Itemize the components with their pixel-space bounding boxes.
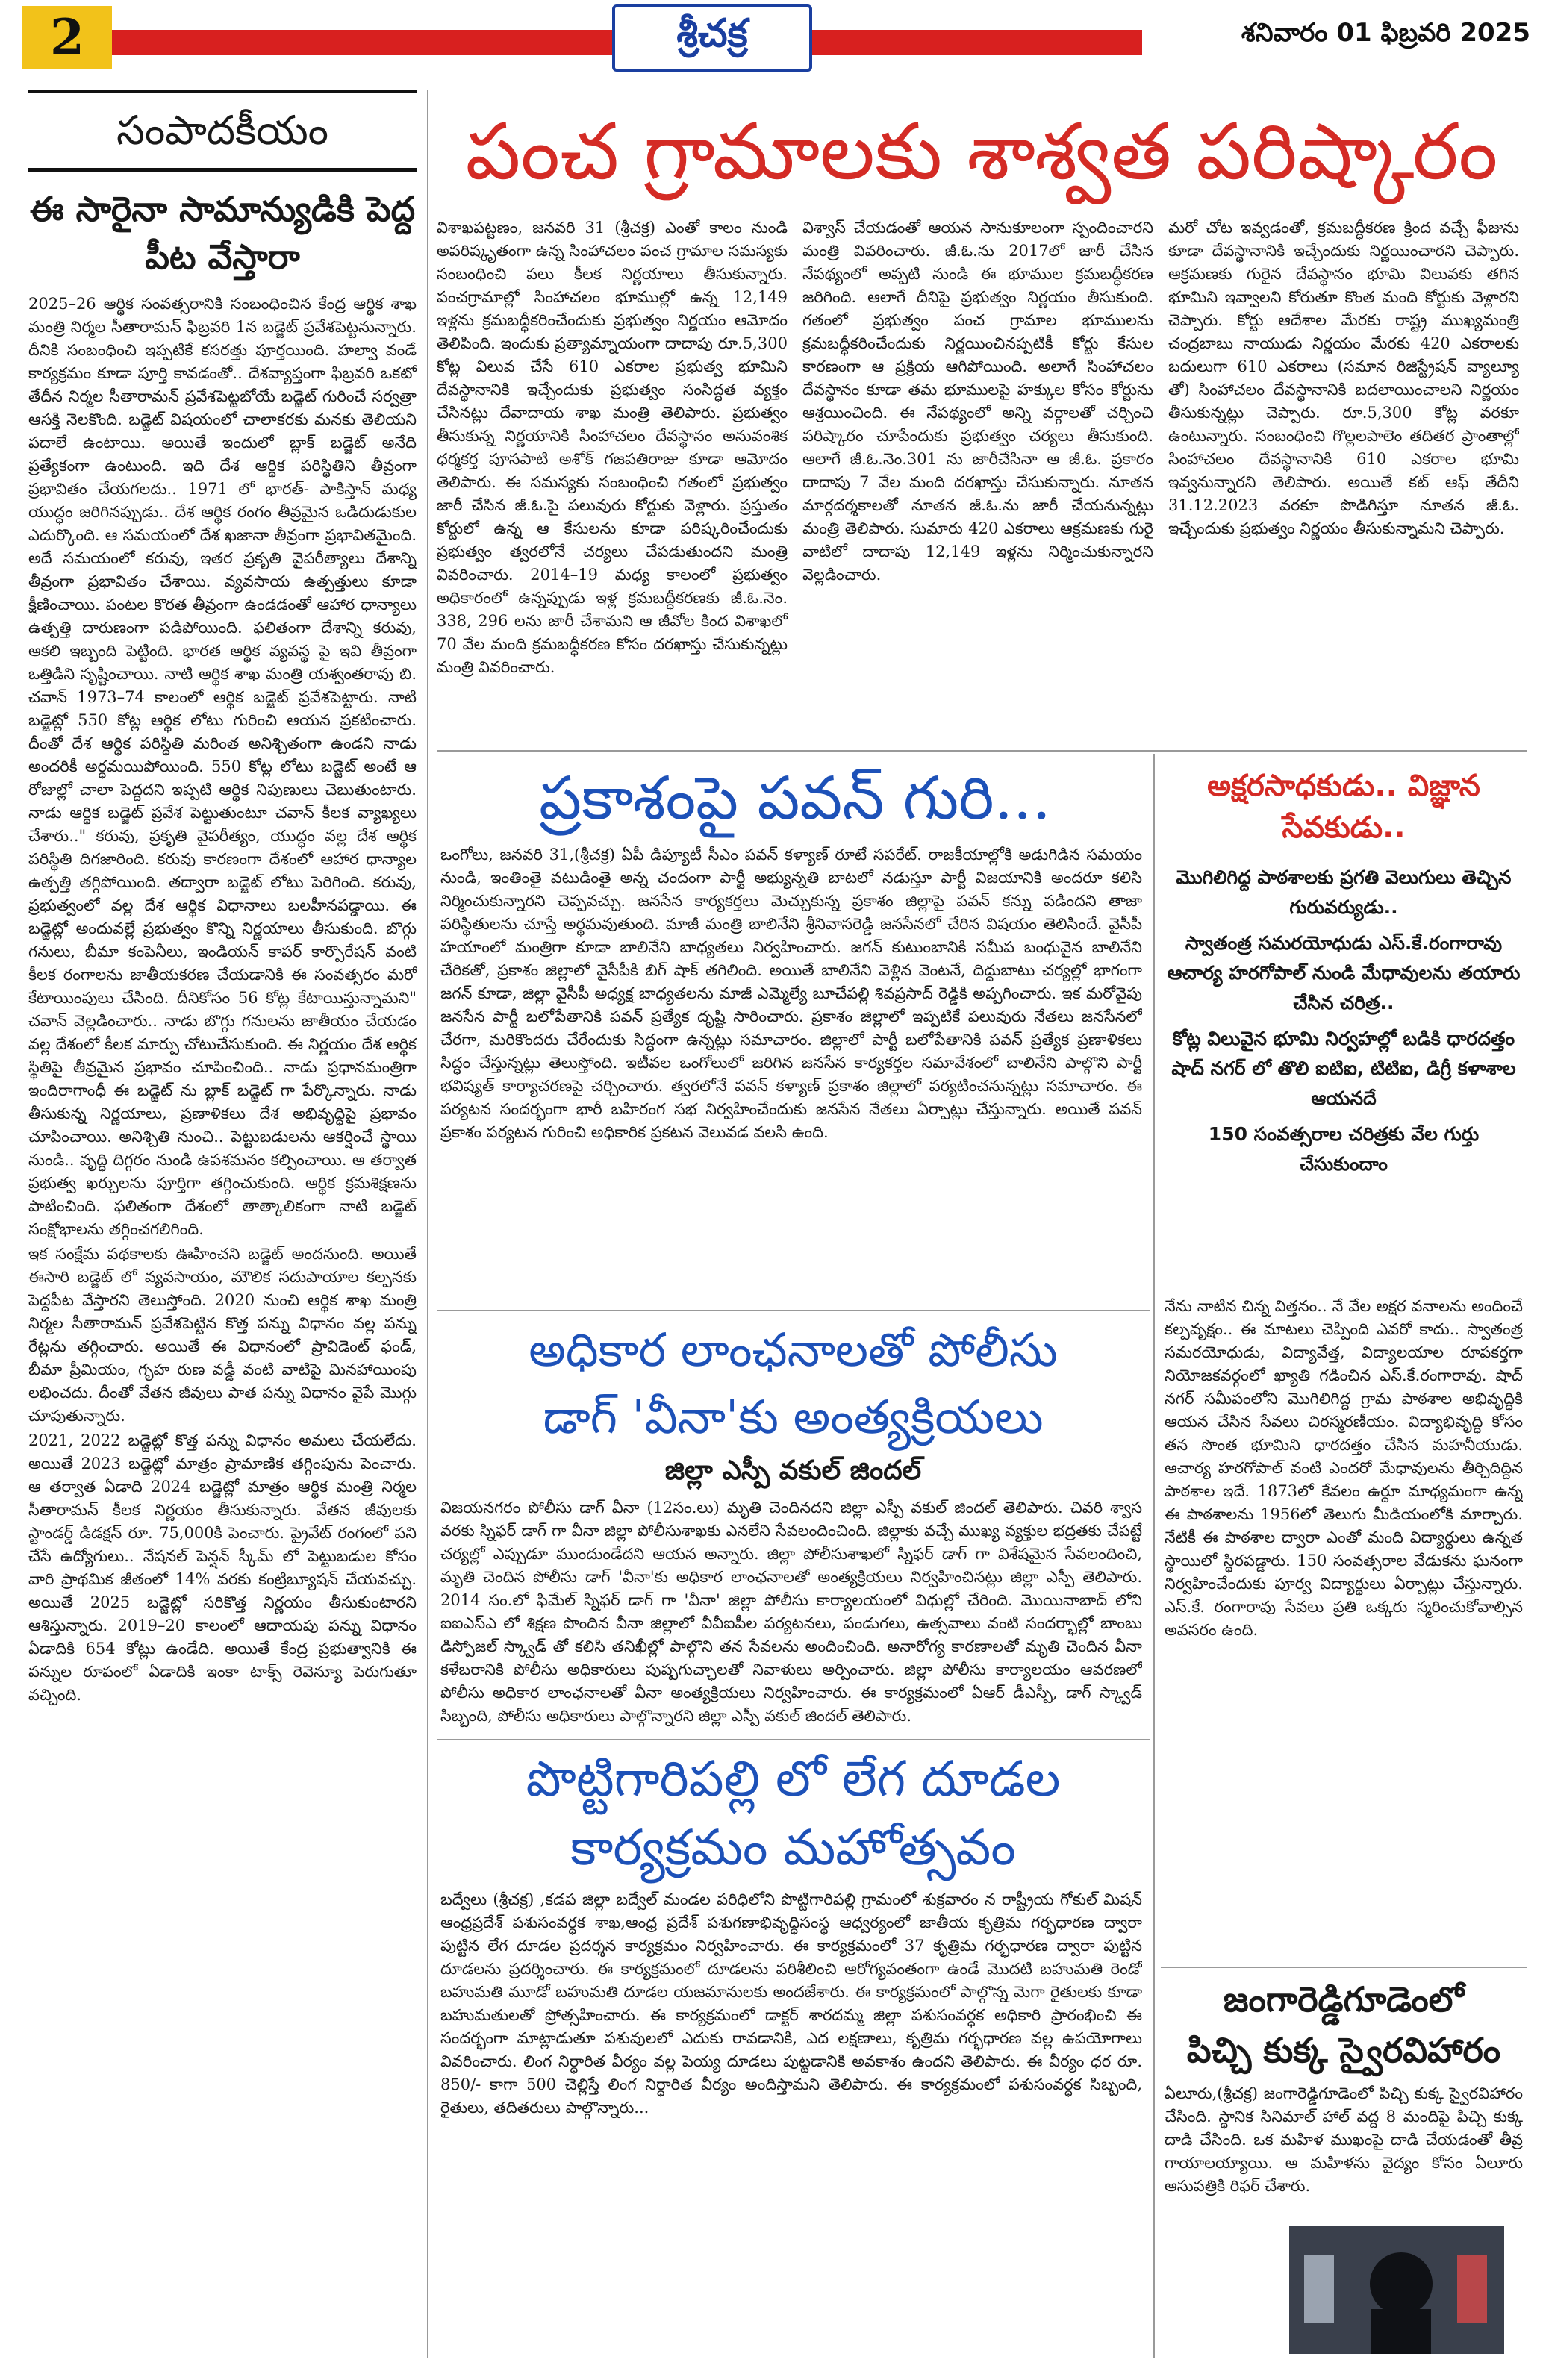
lead-column-3: మరో చోట ఇవ్వడంతో, క్రమబద్ధీకరణ క్రింద వచ్చే ఫీజును కూడా దేవస్థానానికి ఇచ్చేందుకు నిర్ణయించారని చెప్పారు. ఆక్రమణకు గురైన దేవస్థానం భూమి విలువకు తగిన భూమిని ఇవ్వాలని కోరుతూ కొంత మంది కోర్టుకు వెళ్లారని చెప్పారు. కోర్టు ఆదేశాల మేరకు రాష్ట్ర ముఖ్యమంత్రి చంద్రబాబు నాయుడు నిర్ణయం మేరకు 420 ఎకరాలకు బదులుగా 610 ఎకరాలు (సమాన రిజిస్ట్రేషన్ వ్యాల్యూ తో) సింహాచలం దేవస్థానానికి బదలాయించాలని నిర్ణయం తీసుకున్నట్లు చెప్పారు. రూ.5,300 కోట్ల వరకూ ఉంటున్నారు. సంబంధించి గొల్లలపాలెం తదితర ప్రాంతాల్లో సింహాచలం దేవస్థానానికి 610 ఎకరాల భూమి ఇవ్వనున్నారని తెలిపారు. అయితే కట్ ఆఫ్ తేదీని 31.12.2023 వరకూ పొడిగిస్తూ నూతన జీ.ఓ. ఇచ్చేందుకు ప్రభుత్వం నిర్ణయం తీసుకున్నామని చెప్పారు. [1168,219,1519,537]
issue-date: శనివారం 01 ఫిబ్రవరి 2025 [1142,15,1530,57]
section-divider [437,750,1527,752]
section-divider [437,1739,1150,1740]
calves-body: బద్వేలు (శ్రీచక్ర) ,కడప జిల్లా బద్వేల్ మండల పరిధిలోని పొట్టిగారిపల్లి గ్రామంలో శుక్రవారం న రాష్ట్రీయ గోకుల్ మిషన్ ఆంధ్రప్రదేశ్ పశుసంవర్ధక శాఖ,ఆంధ్ర ప్రదేశ్ పశుగణాభివృద్ధిసంస్థ ఆధ్వర్యంలో జాతీయ కృత్రిమ గర్భధారణ ద్వారా పుట్టిన లేగ దూడల ప్రదర్శన కార్యక్రమం నిర్వహించారు. ఈ కార్యక్రమంలో 37 కృత్రిమ గర్భధారణ ద్వారా పుట్టిన దూడలను ప్రదర్శించారు. ఈ కార్యక్రమంలో దూడలను పరిశీలించి ఆరోగ్యవంతంగా ఉండే మొదటి బహుమతి రెండో బహుమతి మూడో బహుమతి దూడల యజమానులకు అందజేశారు. ఈ కార్యక్రమంలో పాల్గొన్న మెగా రైతులకు కూడా బహుమతులతో ప్రోత్సహించారు. ఈ కార్యక్రమంలో డాక్టర్ శారదమ్మ జిల్లా పశుసంవర్ధక అధికారి ప్రారంభించి ఈ సందర్భంగా మాట్లాడుతూ పశువులలో ఎదుకు రావడానికి, ఎద లక్షణాలు, కృత్రిమ గర్భధారణ వల్ల ఉపయోగాలు వివరించారు. లింగ నిర్ధారిత వీర్యం వల్ల పెయ్య దూడలు పుట్టడానికి అవకాశం ఉందని తెలిపారు. ఈ వీర్యం ధర రూ. 850/- కాగా 500 చెల్లిస్తే లింగ నిర్ధారిత వీర్యం అందిస్తామని తెలిపారు. ఈ కార్యక్రమంలో పశుసంవర్ధక సిబ్బంది, రైతులు, తదితరులు పాల్గొన్నారు... [440,1890,1142,2117]
editorial-title: ఈ సారైనా సామాన్యుడికి పెద్ద పీట వేస్తారా [29,189,416,277]
sidebox-subline: కోట్ల విలువైన భూమి నిర్వహల్లో బడికి ధారదత్తం షాద్ నగర్ లో తొలి ఐటిఐ, టిటిఐ, డిగ్రీ కళాశాల ఆయనదే [1171,1028,1516,1109]
sidebox-heading-block [1165,769,1523,1291]
police-body: విజయనగరం పోలీసు డాగ్ వీనా (12సం.లు) మృతి చెందినదని జిల్లా ఎస్పీ వకుల్ జిందల్ తెలిపారు. చివరి శ్వాస వరకు స్నిఫర్ డాగ్ గా వీనా జిల్లా పోలీసుశాఖకు ఎనలేని సేవలందించింది. జిల్లాకు వచ్చే ముఖ్య వ్యక్తుల భద్రతకు చేపట్టే చర్యల్లో ఎప్పుడూ ముందుండేదని ఆయన అన్నారు. జిల్లా పోలీసుశాఖలో స్నిఫర్ డాగ్ గా విశేషమైన సేవలందించి, మృతి చెందిన పోలీసు డాగ్ 'వీనా'కు అధికార లాంఛనాలతో అంత్యక్రియలు నిర్వహించినట్లు జిల్లా ఎస్పీ తెలిపారు. 2014 సం.లో ఫిమేల్ స్నిఫర్ డాగ్ గా 'వీనా' జిల్లా పోలీసు కార్యాలయంలో విధుల్లో చేరింది. మొయినాబాద్ లోని ఐఐఎస్ఎ లో శిక్షణ పొందిన వీనా జిల్లాలో వీవీఐపీల పర్యటనలు, పండుగలు, ఉత్సవాలు వంటి సందర్భాల్లో బాంబు డిస్పోజల్ స్క్వాడ్ తో కలిసి తనిఖీల్లో పాల్గొని తన సేవలను అందించింది. అనారోగ్య కారణాలతో మృతి చెందిన వీనా కళేబరానికి పోలీసు అధికారులు పుష్పగుచ్ఛాలతో నివాళులు అర్పించారు. జిల్లా పోలీసు కార్యాలయం ఆవరణలో పోలీసు అధికార లాంఛనాలతో వీనా అంత్యక్రియలు నిర్వహించారు. ఈ కార్యక్రమంలో ఏఆర్ డీఎస్పీ, డాగ్ స్క్వాడ్ సిబ్బంది, పోలీసు అధికారులు పాల్గొన్నారని జిల్లా ఎస్పీ వకుల్ జిందల్ తెలిపారు. [440,1499,1142,1725]
sidebox-subline: మొగిలిగిద్ద పాఠశాలకు ప్రగతి వెలుగులు తెచ్చిన గురువర్యుడు.. [1176,866,1512,918]
sidebox-body: నేను నాటిన చిన్న విత్తనం.. నే వేల అక్షర వనాలను అందించే కల్పవృక్షం.. ఈ మాటలు చెప్పింది ఎవరో కాదు.. స్వాతంత్ర సమరయోధుడు, విద్యావేత్త, విద్యాలయాల రూపకర్తగా నియోజకవర్గంలో ఖ్యాతి గడించిన ఎస్.కే.రంగారావు. షాద్ నగర్ సమీపంలోని మొగిలిగిద్ద గ్రామ పాఠశాల అభివృద్ధికి ఆయన చేసిన సేవలు చిరస్మరణీయం. విద్యాభివృద్ధి కోసం తన సొంత భూమిని ధారదత్తం చేసిన మహనీయుడు. ఆచార్య హరగోపాల్ వంటి ఎందరో మేధావులను తీర్చిదిద్దిన పాఠశాల ఇదే. 1873లో కేవలం ఉర్దూ మాధ్యమంగా ఉన్న ఈ పాఠశాలను 1956లో తెలుగు మీడియంలోకి మార్చారు. నేటికీ ఈ పాఠశాల ద్వారా ఎంతో మంది విద్యార్థులు ఉన్నత స్థాయిలో స్థిరపడ్డారు. 150 సంవత్సరాల వేడుకను ఘనంగా నిర్వహించేందుకు పూర్వ విద్యార్థులు ఏర్పాట్లు చేస్తున్నారు. ఎస్.కే. రంగారావు సేవలు ప్రతి ఒక్కరు స్మరించుకోవాల్సిన అవసరం ఉంది. [1165,1297,1523,1639]
lead-headline: పంచ గ్రామాలకు శాశ్వత పరిష్కారం [465,106,1498,197]
lead-column-2: విశ్వాస్ చేయడంతో ఆయన సానుకూలంగా స్పందించారని మంత్రి వివరించారు. జీ.ఓ.ను 2017లో జారీ చేసిన నేపథ్యంలో అప్పటి నుండి ఈ భూముల క్రమబద్ధీకరణ జరిగింది. ఆలాగే దీనిపై ప్రభుత్వం నిర్ణయం తీసుకుంది. గతంలో ప్రభుత్వం పంచ గ్రామాల భూములను క్రమబద్ధీకరించేందుకు నిర్ణయించినప్పటికీ కోర్టు కేసుల కారణంగా ఆ ప్రక్రియ ఆగిపోయింది. అలాగే సింహాచలం దేవస్థానం కూడా తమ భూములపై హక్కుల కోసం కోర్టును ఆశ్రయించింది. ఈ నేపథ్యంలో అన్ని వర్గాలతో చర్చించి పరిష్కారం చూపేందుకు ప్రభుత్వం చర్యలు తీసుకుంది. ఆలాగే జీ.ఓ.నెం.301 ను జారీచేసినా ఆ జీ.ఓ. ప్రకారం దాదాపు 7 వేల మంది దరఖాస్తు చేసుకున్నారు. నూతన మార్గదర్శకాలతో నూతన జీ.ఓ.ను జారీ చేయనున్నట్లు మంత్రి తెలిపారు. సుమారు 420 ఎకరాలు ఆక్రమణకు గురై వాటిలో దాదాపు 12,149 ఇళ్లను నిర్మించుకున్నారని వెల్లడించారు. [802,219,1153,584]
calves-headline-line2: కార్యక్రమం మహోత్సవం [570,1819,1016,1876]
lead-column-1: విశాఖపట్టణం, జనవరి 31 (శ్రీచక్ర) ఎంతో కాలం నుండి అపరిష్కృతంగా ఉన్న సింహాచలం పంచ గ్రామాల సమస్యకు సంబంధించి పలు కీలక నిర్ణయాలు తీసుకున్నారు. పంచగ్రామాల్లో సింహాచలం భూముల్లో ఉన్న 12,149 ఇళ్లను క్రమబద్ధీకరించేందుకు ప్రభుత్వం నిర్ణయం ఆమోదం తెలిపింది. ఇందుకు ప్రత్యామ్నాయంగా దాదాపు రూ.5,300 కోట్ల విలువ చేసే 610 ఎకరాల ప్రభుత్వ భూమిని దేవస్థానానికి ఇచ్చేందుకు ప్రభుత్వం సంసిద్ధత వ్యక్తం చేసినట్లు దేవాదాయ శాఖ మంత్రి తెలిపారు. ప్రభుత్వం తీసుకున్న నిర్ణయానికి సింహాచలం దేవస్థానం అనువంశిక ధర్మకర్త పూసపాటి అశోక్ గజపతిరాజు కూడా ఆమోదం తెలిపారు. ఈ సమస్యకు సంబంధించి గతంలో ప్రభుత్వం జారీ చేసిన జీ.ఓ.పై పలువురు కోర్టుకు వెళ్లారు. ప్రస్తుతం కోర్టులో ఉన్న ఆ కేసులను కూడా పరిష్కరించేందుకు ప్రభుత్వం త్వరలోనే చర్యలు చేపడుతుందని మంత్రి వివరించారు. 2014–19 మధ్య కాలంలో ప్రభుత్వం అధికారంలో ఉన్నప్పుడు ఇళ్ల క్రమబద్ధీకరణకు జీ.ఓ.నెం. 338, 296 లను జారీ చేశామని ఆ జీవోల కింద విశాఖలో 70 వేల మంది క్రమబద్ధీకరణ కోసం దరఖాస్తు చేసుకున్నట్లు మంత్రి వివరించారు. [437,219,788,676]
pawan-body: ఒంగోలు, జనవరి 31,(శ్రీచక్ర) ఏపీ డిప్యూటీ సీఎం పవన్ కళ్యాణ్ రూటే సపరేట్. రాజకీయాల్లోకి అడుగిడిన సమయం నుండి, ఇంతింతై వటుడింతై అన్న చందంగా పార్టీ అభ్యున్నతి బాటలో నడుస్తూ పార్టీ విజయానికి అందరూ కలిసి నిర్మించుకున్నారని చెప్పవచ్చు. జనసేన కార్యకర్తలు మెచ్చుకున్న ప్రకాశం జిల్లాపై పవన్ కన్ను పడిందని తాజా పరిస్థితులను చూస్తే అర్థమవుతుంది. మాజీ మంత్రి బాలినేని శ్రీనివాసరెడ్డి జనసేనలో చేరిన విషయం తెలిసిందే. వైసీపీ హయాంలో మంత్రిగా కూడా బాలినేని బాధ్యతలు నిర్వహించారు. జగన్ కుటుంబానికి సమీప బంధువైన బాలినేని చేరికతో, ప్రకాశం జిల్లాలో వైసీపీకి బిగ్ షాక్ తగిలింది. అయితే బాలినేని వెళ్లిన వెంటనే, దిద్దుబాటు చర్యల్లో భాగంగా జగన్ కూడా, జిల్లా వైసీపీ అధ్యక్ష బాధ్యతలను మాజీ ఎమ్మెల్యే బూచేపల్లి శివప్రసాద్ రెడ్డికి అప్పగించారు. ఇక మరోవైపు జనసేన పార్టీ బలోపేతానికి పవన్ ప్రత్యేక దృష్టి సారించారు. ప్రకాశం జిల్లాలో ఇప్పటికే పలువురు నేతలు జనసేనలో చేరగా, మరికొందరు చేరేందుకు సిద్ధంగా ఉన్నట్లు సమాచారం. జిల్లాలో పార్టీ బలోపేతానికి పవన్ ప్రత్యేక ప్రణాళికలు సిద్ధం చేస్తున్నట్లు తెలుస్తోంది. ఇటీవల ఒంగోలులో జరిగిన జనసేన కార్యకర్తల సమావేశంలో బాలినేని పాల్గొని పార్టీ భవిష్యత్ కార్యాచరణపై చర్చించారు. త్వరలోనే పవన్ కళ్యాణ్ ప్రకాశం జిల్లాలో పర్యటించనున్నట్లు సమాచారం. ఈ పర్యటన సందర్భంగా భారీ బహిరంగ సభ నిర్వహించేందుకు జనసేన నేతలు ఏర్పాట్లు చేస్తున్నారు. అయితే పవన్ ప్రకాశం పర్యటన గురించి అధికారిక ప్రకటన వెలువడ వలసి ఉంది. [440,846,1142,1141]
police-headline-line1: అధికార లాంఛనాలతో పోలీసు [529,1322,1058,1377]
sidebox-subline: స్వాతంత్ర సమరయోధుడు ఎస్.కే.రంగారావు ఆచార్య హరగోపాల్ నుండి మేధావులను తయారు చేసిన చరిత్ర.. [1167,932,1521,1013]
editorial-column [28,90,417,2358]
pawan-headline: ప్రకాశంపై పవన్ గురి... [539,763,1051,833]
dog-story-photo [1289,2226,1504,2354]
editorial-section-heading: సంపాదకీయం [28,90,417,172]
page-number: 2 [22,6,112,69]
sidebox-subline: 150 సంవత్సరాల చరిత్రకు వేల గుర్తు చేసుకుందాం [1208,1123,1480,1175]
masthead-red-band-left [112,30,612,55]
editorial-body [28,293,417,2358]
sidebox-title: అక్షరసాధకుడు.. విజ్ఞాన సేవకుడు.. [1207,769,1480,845]
section-divider [1161,1967,1527,1968]
editorial-paragraph: 2021, 2022 బడ్జెట్లో కొత్త పన్ను విధానం అమలు చేయలేదు. అయితే 2023 బడ్జెట్లో మాత్రం ప్రామాణిక తగ్గింపును పెంచారు. ఆ తర్వాత ఏడాది 2024 బడ్జెట్లో మాత్రం ఆర్థిక మంత్రి నిర్మల సీతారామన్ కీలక నిర్ణయం తీసుకున్నారు. వేతన జీవులకు స్టాండర్డ్ డిడక్షన్ రూ. 75,000కి పెంచారు. ప్రైవేట్ రంగంలో పని చేసే ఉద్యోగులు.. నేషనల్ పెన్షన్ స్కీమ్ లో పెట్టుబడుల కోసం వారి ప్రాథమిక జీతంలో 14% వరకు కంట్రిబ్యూషన్ చేయవచ్చు. అయితే 2025 బడ్జెట్లో సరికొత్త నిర్ణయం తీసుకుంటారని ఆశిస్తున్నారు. 2019–20 కాలంలో ఆదాయపు పన్ను విధానం ఏడాదికి 654 కోట్లు ఉండేది. అయితే కేంద్ర ప్రభుత్వానికి ఈ పన్నుల రూపంలో ఏడాదికి ఇంకా టాక్స్ రెవెన్యూ పెరుగుతూ వచ్చింది. [28,1431,417,1704]
column-divider [1153,754,1155,2358]
police-headline-line2: డాగ్ 'వీనా'కు అంత్యక్రియలు [543,1390,1044,1444]
editorial-paragraph: ఇక సంక్షేమ పథకాలకు ఊహించని బడ్జెట్ అందనుంది. అయితే ఈసారి బడ్జెట్ లో వ్యవసాయం, మౌలిక సదుపాయాల కల్పనకు పెద్దపీట వేస్తారని తెలుస్తోంది. 2020 నుంచి ఆర్థిక శాఖ మంత్రి నిర్మల సీతారామన్ ప్రవేశపెట్టిన కొత్త పన్ను విధానం వల్ల పన్ను రేట్లను తగ్గించారు. అయితే ఈ విధానంలో ప్రావిడెంట్ ఫండ్, బీమా ప్రీమియం, గృహ రుణ వడ్డీ వంటి వాటిపై మినహాయింపు లభించదు. దీంతో వేతన జీవులు పాత పన్ను విధానం వైపే మొగ్గు చూపుతున్నారు. [28,1245,417,1425]
newspaper-logo: శ్రీచక్ర [612,4,812,72]
calves-headline-line1: పొట్టిగారిపల్లి లో లేగ దూడల [526,1750,1061,1808]
dog-story-body: ఏలూరు,(శ్రీచక్ర) జంగారెడ్డిగూడెంలో పిచ్చి కుక్క స్వైరవిహారం చేసింది. స్థానిక సినిమాల్ హాల్ వద్ద 8 మందిపై పిచ్చి కుక్క దాడి చేసింది. ఒక మహిళ ముఖంపై దాడి చేయడంతో తీవ్ర గాయాలయ్యాయి. ఆ మహిళను వైద్యం కోసం ఏలూరు ఆసుపత్రికి రిఫర్ చేశారు. [1165,2084,1523,2195]
dog-story-headline-line2: పిచ్చి కుక్క స్వైరవిహారం [1186,2030,1501,2070]
editorial-paragraph: 2025–26 ఆర్థిక సంవత్సరానికి సంబంధించిన కేంద్ర ఆర్థిక శాఖ మంత్రి నిర్మల సీతారామన్ ఫిబ్రవరి 1న బడ్జెట్ ప్రవేశపెట్టనున్నారు. దీనికి సంబంధించి ఇప్పటికే కసరత్తు పూర్తయింది. హల్వా వండే కార్యక్రమం కూడా పూర్తి కావడంతో.. దేశవ్యాప్తంగా ఫిబ్రవరి ఒకటో తేదీన నిర్మల సీతారామన్ ప్రవేశపెట్టబోయే బడ్జెట్ గురించే సర్వత్రా ఆసక్తి నెలకొంది. బడ్జెట్ విషయంలో చాలాకరకు మనకు తెలియని పదాలే ఉంటాయి. అయితే ఇందులో బ్లాక్ బడ్జెట్ అనేది ప్రత్యేకంగా ఉంటుంది. ఇది దేశ ఆర్థిక పరిస్థితిని తీవ్రంగా ప్రభావితం చేయగలదు.. 1971 లో భారత్- పాకిస్తాన్ మధ్య యుద్ధం జరిగినప్పుడు.. దేశ ఆర్థిక రంగం తీవ్రమైన ఒడిదుడుకుల ఎదుర్కొంది. ఆ సమయంలో దేశ ఖజానా తీవ్రంగా ప్రభావితమైంది. అదే సమయంలో కరువు, ఇతర ప్రకృతి వైపరీత్యాలు దేశాన్ని తీవ్రంగా ప్రభావితం చేశాయి. వ్యవసాయ ఉత్పత్తులు కూడా క్షీణించాయి. పంటల కొరత తీవ్రంగా ఉండడంతో ఆహార ధాన్యాలు ఉత్పత్తి దారుణంగా పడిపోయింది. ఫలితంగా దేశాన్ని కరువు, ఆకలి ఇబ్బంది పెట్టింది. భారత ఆర్థిక వ్యవస్థ పై ఇవి తీవ్రంగా ఒత్తిడిని సృష్టించాయి. నాటి ఆర్థిక శాఖ మంత్రి యశ్వంతరావు బి. చవాన్ 1973–74 కాలంలో ఆర్థిక బడ్జెట్ ప్రవేశపెట్టారు. నాటి బడ్జెట్లో 550 కోట్ల ఆర్థిక లోటు గురించి ఆయన ప్రకటించారు. దీంతో దేశ ఆర్థిక పరిస్థితి మరింత అనిశ్చితంగా ఉండని నాడు అందరికీ అర్థమయిపోయింది. 550 కోట్ల లోటు బడ్జెట్ అంటే ఆ రోజుల్లో చాలా పెద్దదని ఇప్పటి ఆర్థిక నిపుణులు చెబుతుంటారు. నాడు ఆర్థిక బడ్జెట్ ప్రవేశ పెట్టుతుంటూ చవాన్ కీలక వ్యాఖ్యలు చేశారు.." కరువు, ప్రకృతి వైపరీత్యం, యుద్ధం వల్ల దేశ ఆర్థిక పరిస్థితి దిగజారింది. కరువు కారణంగా దేశంలో ఆహార ధాన్యాల ఉత్పత్తి తగ్గిపోయింది. తద్వారా బడ్జెట్ లోటు పెరిగింది. కరువు, ప్రభుత్వంలో వల్ల దేశ ఆర్థిక విధానాలు బలహీనపడ్డాయి. ఈ బడ్జెట్లో అందువల్లే ప్రభుత్వం కొన్ని నిర్ణయాలు తీసుకుంది. బొగ్గు గనులు, బీమా కంపెనీలు, ఇండియన్ కాపర్ కార్పొరేషన్ వంటి కీలక రంగాలను జాతీయకరణ చేయడానికి ఈ సంవత్సరం మరో కేటాయింపులు చేసింది. దీనికోసం 56 కోట్ల కేటాయిస్తున్నామని" చవాన్ వెల్లడించారు.. నాడు బొగ్గు గనులను జాతీయం చేయడం వల్ల దేశంలో కీలక మార్పు చోటుచేసుకుంది. ఈ నిర్ణయం దేశ ఆర్థిక స్థితిపై తీవ్రమైన ప్రభావం చూపించింది.. నాడు ప్రధానమంత్రిగా ఇందిరాగాంధీ ఈ బడ్జెట్ ను బ్లాక్ బడ్జెట్ గా పేర్కొన్నారు. నాడు తీసుకున్న నిర్ణయాలు, ప్రణాళికలు దేశ అభివృద్ధిపై ప్రభావం చూపించాయి. అనిశ్చితి నుంచి.. పెట్టుబడులను ఆకర్షించే స్థాయి నుండి.. వృద్ధి దిగ్గరం నుండి ఉపశమనం కల్పించాయి. ఆ తర్వాత ప్రభుత్వ ఖర్చులను పూర్తిగా తగ్గించుకుంది. ఆర్థిక క్రమశిక్షణను పాటించింది. ఫలితంగా దేశంలో తాత్కాలికంగా నాటి బడ్జెట్ సంక్షోభాలను తగ్గించగలిగింది. [28,295,417,1238]
dog-story-headline-line1: జంగారెడ్డిగూడెంలో [1223,1979,1465,2020]
column-divider [427,90,428,2358]
dog-photo-illustration [1289,2226,1504,2354]
section-divider [437,1310,1150,1311]
masthead-red-band-right [806,30,1142,55]
police-byline: జిల్లా ఎస్పీ వకుల్ జిందల్ [664,1455,922,1486]
